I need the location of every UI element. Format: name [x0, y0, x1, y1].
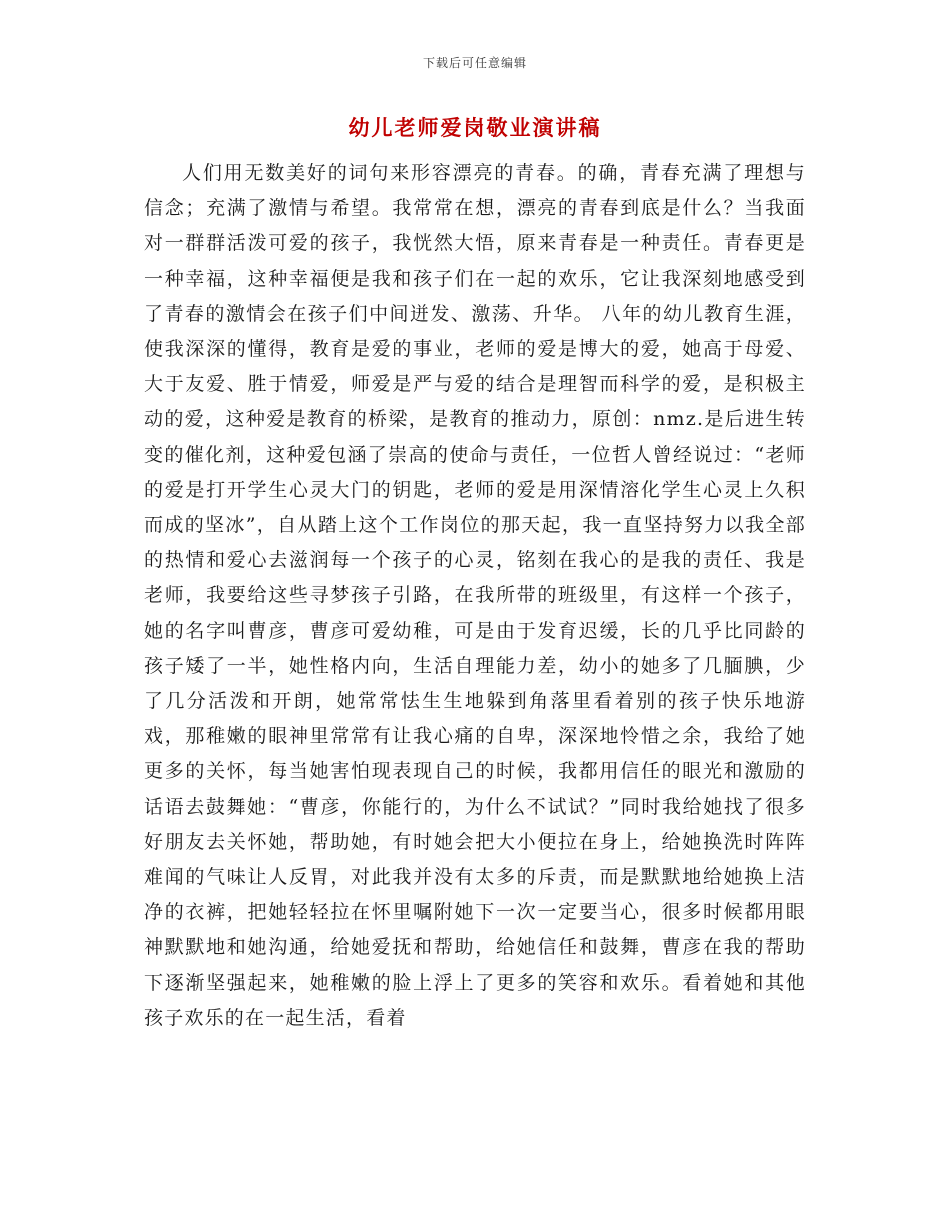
- header-note: 下载后可任意编辑: [422, 56, 527, 70]
- body-paragraph: 人们用无数美好的词句来形容漂亮的青春。的确，青春充满了理想与信念；充满了激情与希望。我常常在想，漂亮的青春到底是什么？当我面对一群群活泼可爱的孩子，我恍然大悟，原来青春是一种责任。青春更是一种幸福，这种幸福便是我和孩子们在一起的欢乐，它让我深刻地感受到了青春的激情会在孩子们中间迸发、激荡、升华。 八年的幼儿教育生涯，使我深深的懂得，教育是爱的事业，老师的爱是博大的爱，她高于母爱、大于友爱、胜于情爱，师爱是严与爱的结合是理智而科学的爱，是积极主动的爱，这种爱是教育的桥梁，是教育的推动力，原创：nmz.是后进生转变的催化剂，这种爱包涵了崇高的使命与责任，一位哲人曾经说过：“老师的爱是打开学生心灵大门的钥匙，老师的爱是用深情溶化学生心灵上久积而成的坚冰”，自从踏上这个工作岗位的那天起，我一直坚持努力以我全部的热情和爱心去滋润每一个孩子的心灵，铭刻在我心的是我的责任、我是老师，我要给这些寻梦孩子引路，在我所带的班级里，有这样一个孩子，她的名字叫曹彦，曹彦可爱幼稚，可是由于发育迟缓，长的几乎比同龄的孩子矮了一半，她性格内向，生活自理能力差，幼小的她多了几腼腆，少了几分活泼和开朗，她常常怯生生地躲到角落里看着别的孩子快乐地游戏，那稚嫩的眼神里常常有让我心痛的自卑，深深地怜惜之余，我给了她更多的关怀，每当她害怕现表现自己的时候，我都用信任的眼光和激励的话语去鼓舞她：“曹彦，你能行的，为什么不试试？”同时我给她找了很多好朋友去关怀她，帮助她，有时她会把大小便拉在身上，给她换洗时阵阵难闻的气味让人反胃，对此我并没有太多的斥责，而是默默地给她换上洁净的衣裤，把她轻轻拉在怀里嘱附她下一次一定要当心，很多时候都用眼神默默地和她沟通，给她爱抚和帮助，给她信任和鼓舞，曹彦在我的帮助下逐渐坚强起来，她稚嫩的脸上浮上了更多的笑容和欢乐。看着她和其他孩子欢乐的在一起生活，看着: [144, 162, 806, 1029]
- document-title: 幼儿老师爱岗敬业演讲稿: [348, 115, 602, 140]
